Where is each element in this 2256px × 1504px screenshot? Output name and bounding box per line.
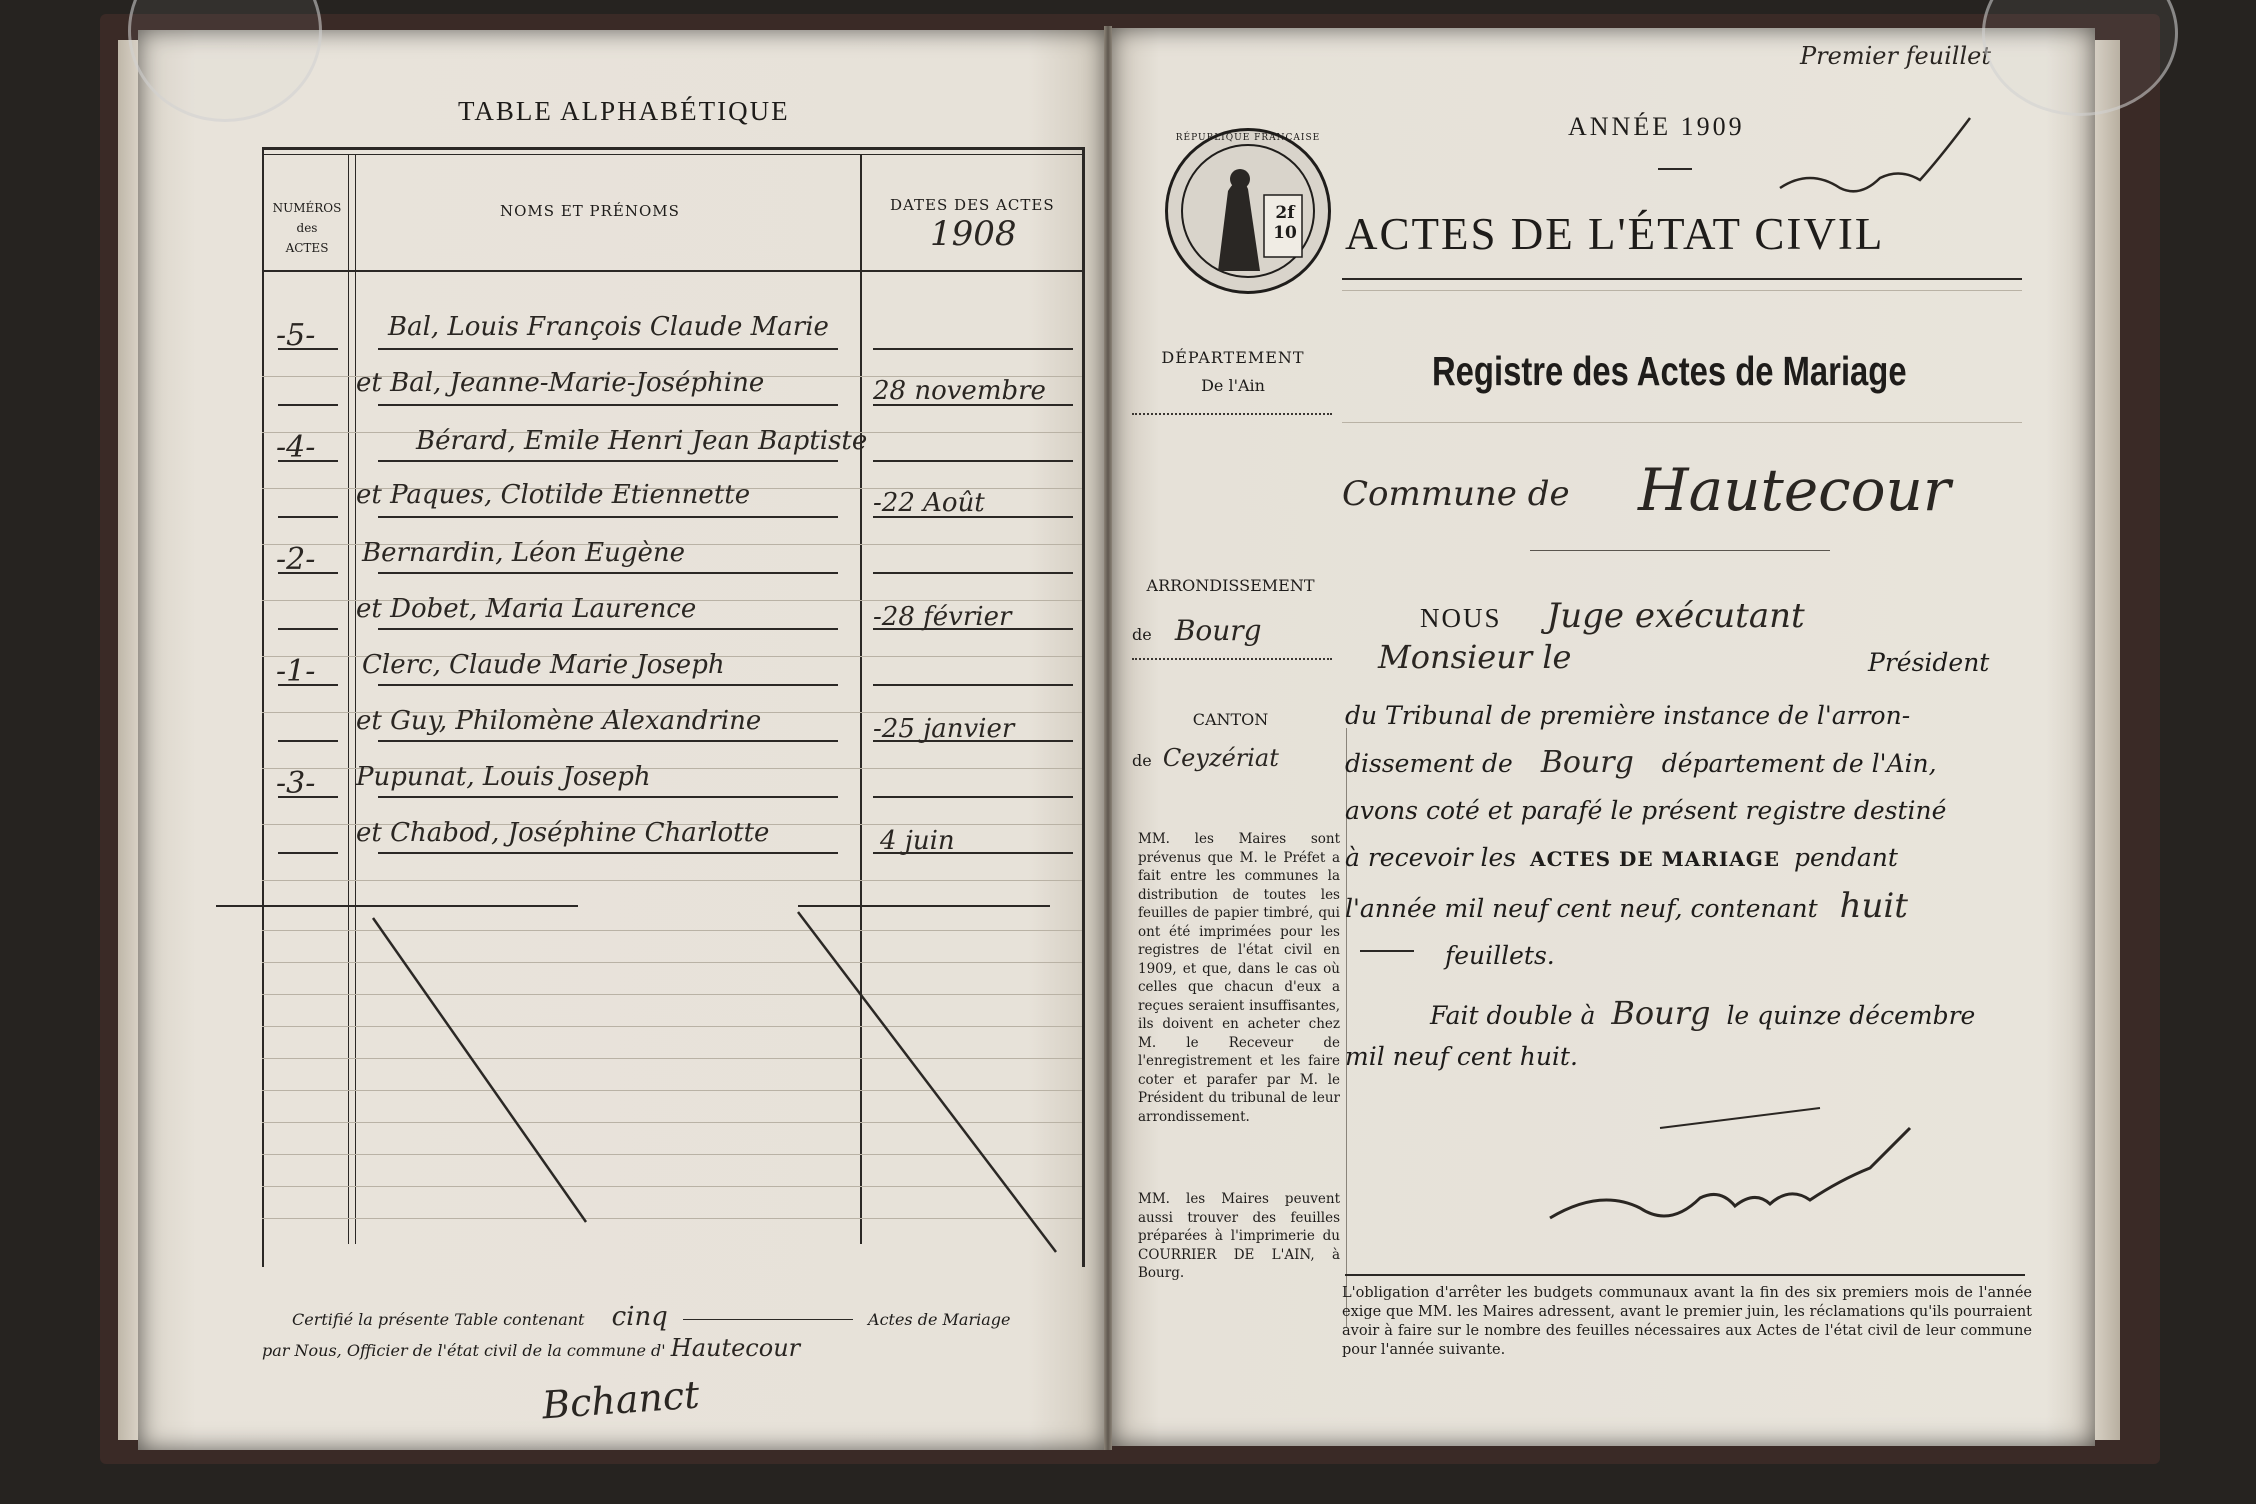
arr-prefix: de [1132, 625, 1152, 644]
arr-value: Bourg [1174, 614, 1262, 647]
row-name-4: et Paques, Clotilde Etiennette [356, 480, 751, 510]
register-rule [1342, 422, 2022, 423]
fait-line-2: mil neuf cent huit. [1345, 1042, 1578, 1071]
col-header-numeros-1: NUMÉROS [272, 201, 342, 215]
row-name-7: Clerc, Claude Marie Joseph [362, 650, 725, 680]
col-header-year: 1908 [930, 214, 1017, 254]
nous-hand: Juge exécutant [1546, 596, 1805, 636]
fait-hand: Bourg [1611, 994, 1711, 1032]
row-date-10: 4 juin [880, 826, 955, 856]
year-label: ANNÉE 1909 [1568, 112, 1745, 141]
row-date-6: -28 février [873, 602, 1012, 632]
book-spine [1104, 26, 1112, 1450]
stamp-value: 2f 10 [1273, 203, 1297, 243]
body-line-3-hand: Bourg [1540, 745, 1634, 780]
body-line-5 [1345, 834, 2025, 883]
body-line-3b: département de l'Ain, [1661, 749, 1937, 778]
row-num-7: -1- [276, 654, 316, 689]
nous-line [1420, 596, 1805, 636]
dept-value: De l'Ain [1201, 376, 1265, 395]
body-line-7-text: feuillets. [1445, 941, 1555, 970]
table-title: TABLE ALPHABÉTIQUE [458, 96, 790, 126]
body-line-2: du Tribunal de première instance de l'arron- [1345, 701, 1911, 730]
body-line-6 [1345, 883, 2025, 932]
canton-prefix: de [1132, 751, 1152, 770]
body-line-5b: pendant [1794, 843, 1898, 872]
col-header-numeros-2: des [296, 221, 318, 235]
body-line-3 [1345, 739, 2025, 787]
fait-text-a: Fait double à [1430, 1001, 1596, 1030]
footer-note: L'obligation d'arrêter les budgets communaux avant la fin des six premiers mois de l'année exige que MM. les Maires adressent, avant le premier juin, les réclamations qu'ils pourraient avoir à faire sur le nombre des feuilles nécessaires aux Actes de l'état civil de leur commune pour l'année suivante. [1342, 1285, 2032, 1358]
heading-rule-faint [1342, 290, 2022, 291]
body-line-6-hand: huit [1839, 886, 1908, 926]
stamp-seal [1165, 128, 1331, 294]
row-num-1: -5- [276, 318, 316, 353]
row-name-1: Bal, Louis François Claude Marie [388, 312, 829, 342]
certif-blank [683, 1319, 853, 1320]
certif-text-2: par Nous, Officier de l'état civil de la commune d' [262, 1341, 666, 1360]
arr-label: ARRONDISSEMENT [1146, 576, 1315, 595]
row-date-2: 28 novembre [873, 376, 1046, 406]
certif-commune: Hautecour [670, 1334, 801, 1362]
body-text [1345, 692, 2025, 979]
certif-line-2 [262, 1334, 800, 1362]
row-name-10: et Chabod, Joséphine Charlotte [356, 818, 770, 848]
seal-text: RÉPUBLIQUE FRANÇAISE [1175, 133, 1321, 143]
diagonal-stroke-right [798, 912, 1056, 1252]
fait-line [1430, 994, 1975, 1032]
year-dash [1658, 168, 1692, 170]
marianne-icon [1168, 131, 1328, 291]
row-name-9: Pupunat, Louis Joseph [356, 762, 651, 792]
margin-note-2: MM. les Maires peuvent aussi trouver des feuilles préparées à l'imprimerie du COURRIER DE L'AIN, à Bourg. [1138, 1191, 1340, 1281]
col-header-numeros-3: ACTES [285, 241, 329, 255]
closing-strokes [138, 30, 1106, 1450]
body-line-4: avons coté et parafé le présent registre destiné [1345, 796, 1947, 825]
body-line-6a: l'année mil neuf cent neuf, contenant [1345, 894, 1818, 923]
col-header-noms: NOMS ET PRÉNOMS [500, 202, 680, 220]
register-title: Registre des Actes de Mariage [1432, 348, 1907, 394]
canton-line [1132, 744, 1279, 772]
col-header-dates: DATES DES ACTES [890, 196, 1055, 214]
left-page [138, 30, 1106, 1450]
body-line-7 [1345, 932, 2025, 979]
footer-rule [1345, 1274, 2025, 1276]
fait-text-b: le quinze décembre [1726, 1001, 1976, 1030]
row-num-5: -2- [276, 542, 316, 577]
body-line-3a: dissement de [1345, 749, 1513, 778]
row-num-9: -3- [276, 766, 316, 801]
body-line-5a: à recevoir les [1345, 843, 1517, 872]
row-date-4: -22 Août [873, 488, 985, 518]
row-name-5: Bernardin, Léon Eugène [362, 538, 686, 568]
nous-label: NOUS [1420, 603, 1502, 633]
arr-line [1132, 614, 1262, 647]
row-name-3: Bérard, Emile Henri Jean Baptiste [416, 426, 868, 456]
commune-value: Hautecour [1638, 456, 1951, 524]
right-page [1110, 28, 2095, 1446]
dept-label: DÉPARTEMENT [1161, 348, 1305, 367]
arr-divider [1132, 658, 1332, 660]
row-date-8: -25 janvier [873, 714, 1015, 744]
body-line-5-caps: ACTES DE MARIAGE [1530, 847, 1781, 871]
monsieur-hand: Monsieur le [1378, 638, 1572, 676]
certif-line-1 [292, 1302, 1010, 1332]
row-num-3: -4- [276, 430, 316, 465]
canton-value: Ceyzériat [1162, 744, 1279, 772]
page-annotation: Premier feuillet [1800, 42, 1991, 70]
judge-signature [1510, 1068, 1930, 1248]
commune-label: Commune de [1342, 474, 1570, 514]
annotation-signature [1770, 98, 2000, 228]
margin-note-1: MM. les Maires sont prévenus que M. le Préfet a fait entre les communes la distribution de toutes les feuilles de papier timbré, qui ont été imprimées pour les registres de l'état civil en 1909, et que, dans le cas où celles que chacun d'eux a reçues seraient insuffisantes, ils doivent en acheter chez M. le Receveur de l'enregistrement et les faire coter et parafer par M. le Président du tribunal de leur arrondissement. [1138, 831, 1340, 1125]
diagonal-stroke-left [373, 918, 586, 1222]
certif-text-b: Actes de Mariage [868, 1310, 1011, 1329]
certif-text-a: Certifié la présente Table contenant [292, 1310, 585, 1329]
heading-rule [1342, 278, 2022, 280]
row-name-8: et Guy, Philomène Alexandrine [356, 706, 762, 736]
certif-count: cinq [611, 1302, 668, 1332]
commune-rule [1530, 550, 1830, 551]
canton-label: CANTON [1192, 710, 1269, 729]
feuillets-dash [1360, 950, 1414, 952]
officer-signature: Bchanct [540, 1372, 701, 1428]
president-text: Président [1868, 648, 1990, 677]
civil-status-heading: ACTES DE L'ÉTAT CIVIL [1345, 209, 1885, 259]
row-name-6: et Dobet, Maria Laurence [356, 594, 697, 624]
row-name-2: et Bal, Jeanne-Marie-Joséphine [356, 368, 765, 398]
dept-divider [1132, 413, 1332, 415]
